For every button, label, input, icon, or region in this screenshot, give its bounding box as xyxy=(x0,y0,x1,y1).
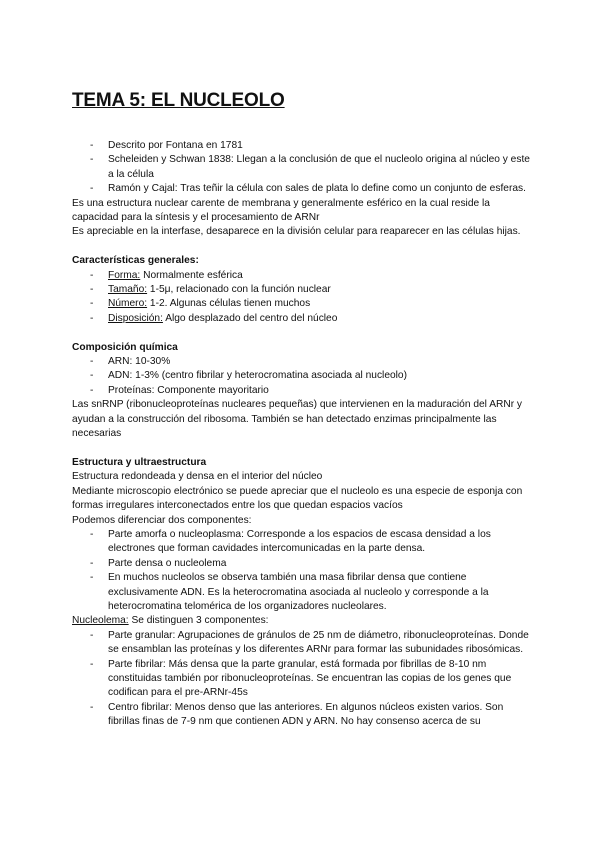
item-label: Tamaño: xyxy=(108,284,148,296)
list-item: - Ramón y Cajal: Tras teñir la célula con sales de plata lo define como un conjunto de esferas. xyxy=(72,182,532,196)
item-text: Algo desplazado del centro del núcleo xyxy=(162,312,338,324)
section-heading-composicion: Composición química xyxy=(72,341,178,353)
nucleolema-list xyxy=(72,629,532,730)
list-item xyxy=(72,312,532,326)
caracteristicas-list xyxy=(72,269,532,327)
estructura-paragraph: Mediante microscopio electrónico se puede apreciar que el nucleolo es una especie de esponja con formas irregulares interconectados entre los que quedan espacios vacíos xyxy=(72,485,523,512)
list-item: - Parte densa o nucleolema xyxy=(72,557,532,571)
list-item: - Descrito por Fontana en 1781 xyxy=(72,139,532,153)
composicion-paragraph: Las snRNP (ribonucleoproteínas nucleares pequeñas) que intervienen en la maduración del ARNr y ayudan a la construcción del ribosoma. También se han detectado enzimas principalmente las necesarias xyxy=(72,399,523,440)
estructura-paragraph: Estructura redondeada y densa en el interior del núcleo xyxy=(72,471,323,483)
componentes-list xyxy=(72,528,532,614)
list-item: - ARN: 10-30% xyxy=(72,355,532,369)
list-item: - Centro fibrilar: Menos denso que las anteriores. En algunos núcleos existen varios. Son fibrillas finas de 7-9 nm que contienen ADN y ARN. No hay consenso acerca de su xyxy=(72,701,532,730)
section-heading-caracteristicas: Características generales: xyxy=(72,255,199,267)
list-item: - Parte amorfa o nucleoplasma: Corresponde a los espacios de escasa densidad a los electrones que forman cavidades intercomunicadas en la parte densa. xyxy=(72,528,532,557)
item-text: 1-5μ, relacionado con la función nuclear xyxy=(147,284,331,296)
document-body xyxy=(72,139,532,730)
estructura-paragraph: Podemos diferenciar dos componentes: xyxy=(72,514,252,526)
composicion-list xyxy=(72,355,532,398)
list-item xyxy=(72,269,532,283)
section-heading-estructura: Estructura y ultraestructura xyxy=(72,456,207,468)
nucleolema-text: Se distinguen 3 componentes: xyxy=(128,615,269,627)
item-text: Normalmente esférica xyxy=(140,269,243,281)
list-item: - En muchos nucleolos se observa también una masa fibrilar densa que contiene exclusivamente ADN. Es la heterocromatina asociada al nucleolo y corresponde a la heterocromatina telomérica de los organizadores nucleolares. xyxy=(72,571,532,614)
item-label: Disposición: xyxy=(108,312,163,324)
list-item: - ADN: 1-3% (centro fibrilar y heterocromatina asociada al nucleolo) xyxy=(72,369,532,383)
intro-list xyxy=(72,139,532,197)
list-item: - Proteínas: Componente mayoritario xyxy=(72,384,532,398)
nucleolema-paragraph xyxy=(72,614,532,628)
list-item: - Parte granular: Agrupaciones de gránulos de 25 nm de diámetro, ribonucleoproteínas. Donde se ensamblan las proteínas y los diferentes ARNr para formar las subunidades ribosómicas. xyxy=(72,629,532,658)
list-item xyxy=(72,297,532,311)
item-label: Número: xyxy=(108,298,148,310)
nucleolema-label: Nucleolema: xyxy=(72,615,129,627)
item-label: Forma: xyxy=(108,269,141,281)
list-item xyxy=(72,283,532,297)
item-text: 1-2. Algunas células tienen muchos xyxy=(147,298,311,310)
list-item: - Scheleiden y Schwan 1838: Llegan a la conclusión de que el nucleolo origina al núcleo y este a la célula xyxy=(72,153,532,182)
page-title: TEMA 5: EL NUCLEOLO xyxy=(72,90,285,111)
intro-paragraph: Es una estructura nuclear carente de membrana y generalmente esférico en la cual reside la capacidad para la síntesis y el procesamiento de ARNr xyxy=(72,197,490,224)
intro-paragraph: Es apreciable en la interfase, desaparece en la división celular para reaparecer en las células hijas. xyxy=(72,226,521,238)
list-item: - Parte fibrilar: Más densa que la parte granular, está formada por fibrillas de 8-10 nm constituidas también por ribonucleoproteínas. Se encuentran las copias de los genes que codifican para el pre-ARNr-45s xyxy=(72,658,532,701)
